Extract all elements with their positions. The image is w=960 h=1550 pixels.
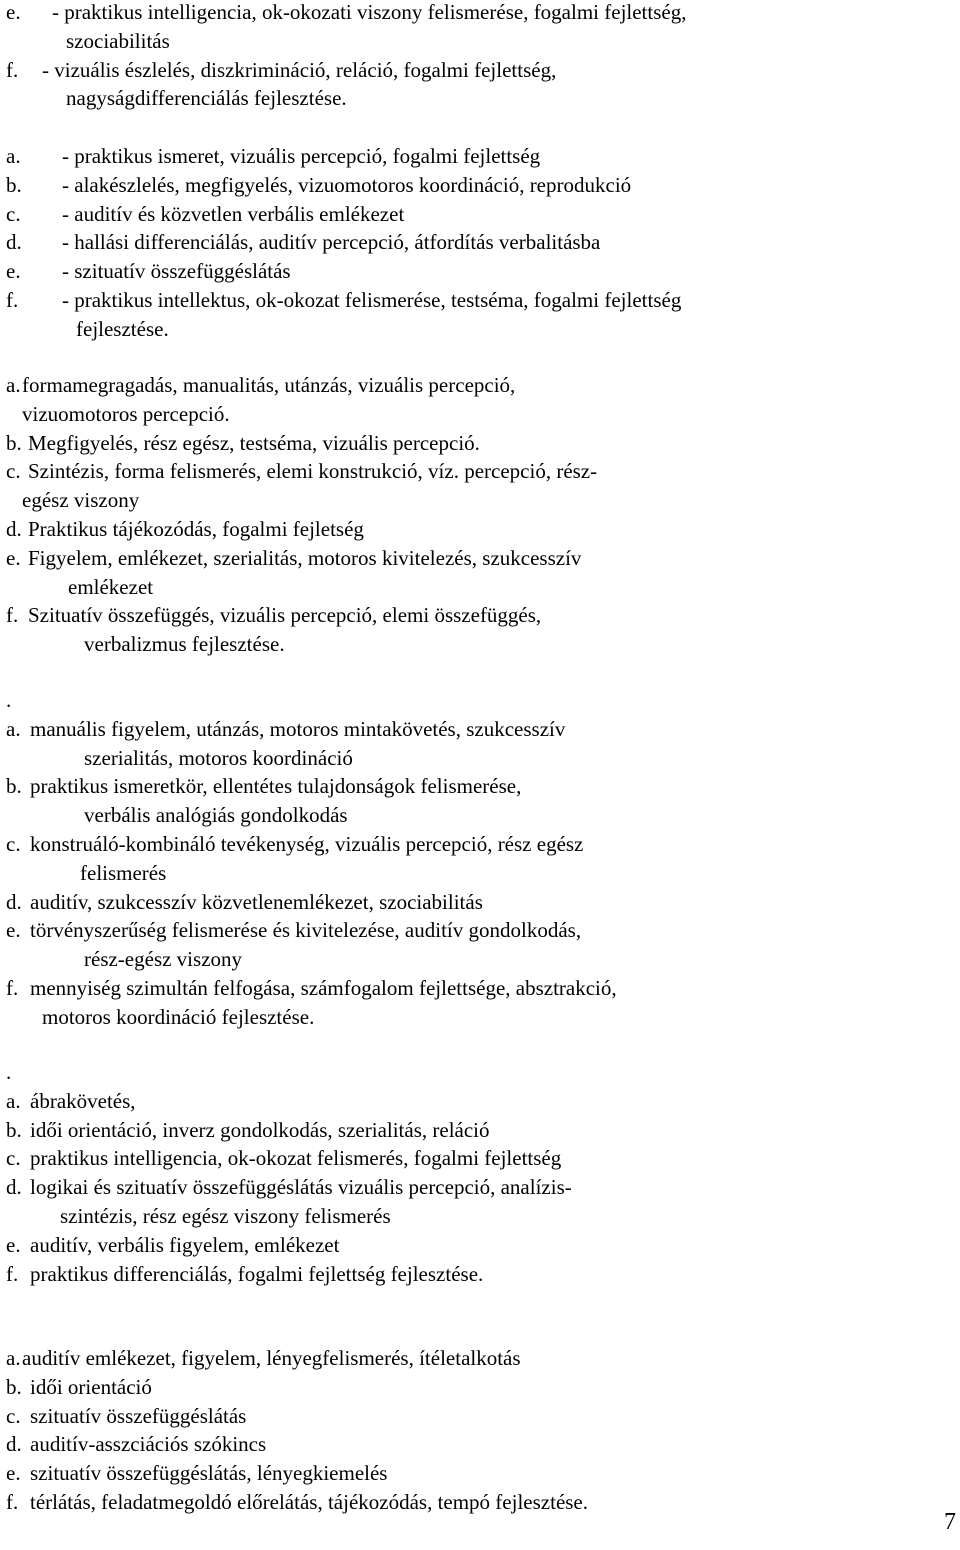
list-item-continuation — [6, 315, 960, 344]
item-label: f. — [6, 1261, 19, 1286]
item-text: szituatív összefüggéslátás, lényegkiemelés — [30, 1461, 388, 1486]
list-item-continuation — [6, 1202, 960, 1231]
page-number: 7 — [944, 1509, 956, 1535]
list-item — [6, 515, 960, 544]
item-label: a. — [6, 1088, 21, 1113]
item-text: - praktikus ismeret, vizuális percepció, fogalmi fejlettség — [62, 144, 541, 168]
item-text: formamegragadás, manualitás, utánzás, vizuális percepció, — [22, 373, 516, 397]
item-label: b. — [6, 1117, 22, 1142]
item-label: d. — [6, 1175, 22, 1200]
item-label: e. — [6, 918, 21, 943]
item-label: f. — [6, 1489, 19, 1514]
list-item — [6, 1087, 960, 1116]
item-text-cont: szerialitás, motoros koordináció — [84, 745, 353, 770]
list-item — [6, 1402, 960, 1431]
item-text-cont: verbális analógiás gondolkodás — [84, 803, 348, 828]
item-text: auditív emlékezet, figyelem, lényegfelismerés, ítéletalkotás — [22, 1346, 521, 1370]
item-text: auditív, verbális figyelem, emlékezet — [30, 1232, 340, 1257]
item-label: f. — [6, 975, 19, 1000]
item-text: - hallási differenciálás, auditív percepció, átfordítás verbalitásba — [62, 230, 601, 255]
item-label: d. — [6, 230, 22, 255]
item-text: Figyelem, emlékezet, szerialitás, motoros kivitelezés, szukcesszív — [28, 545, 582, 570]
item-text: konstruáló-kombináló tevékenység, vizuális percepció, rész egész — [30, 831, 584, 856]
item-text: Megfigyelés, rész egész, testséma, vizuális percepció. — [28, 430, 480, 455]
item-text-cont: nagyságdifferenciálás fejlesztése. — [66, 86, 347, 111]
item-text-cont: verbalizmus fejlesztése. — [84, 632, 285, 657]
item-label: a. — [6, 373, 21, 397]
item-label: a. — [6, 144, 21, 168]
item-text: manuális figyelem, utánzás, motoros mintakövetés, szukcesszív — [30, 716, 566, 741]
item-text: - auditív és közvetlen verbális emlékezet — [62, 201, 405, 226]
list-section-5 — [6, 1058, 960, 1288]
list-item-continuation — [6, 945, 960, 974]
item-label: f. — [6, 57, 19, 82]
list-item — [6, 1144, 960, 1173]
list-section-3 — [6, 371, 960, 659]
item-label: c. — [6, 1146, 21, 1171]
list-item — [6, 1344, 960, 1373]
list-item — [6, 1488, 960, 1517]
item-text-cont: szociabilitás — [66, 28, 170, 53]
item-text: Praktikus tájékozódás, fogalmi fejletség — [28, 516, 364, 541]
list-item — [6, 601, 960, 630]
list-item — [6, 830, 960, 859]
separator-dot: . — [6, 1060, 12, 1084]
item-label: d. — [6, 1432, 22, 1457]
list-item-continuation — [6, 400, 960, 429]
item-text: - szituatív összefüggéslátás — [62, 259, 291, 284]
list-item — [6, 1231, 960, 1260]
list-item — [6, 371, 960, 400]
list-item-continuation — [6, 84, 960, 113]
item-label: b. — [6, 1374, 22, 1399]
item-text: szituatív összefüggéslátás — [30, 1403, 247, 1428]
list-item — [6, 257, 960, 286]
list-item-continuation — [6, 630, 960, 659]
item-text: mennyiség szimultán felfogása, számfogalom fejlettsége, absztrakció, — [30, 975, 617, 1000]
item-label: c. — [6, 831, 21, 856]
item-label: f. — [6, 287, 19, 312]
list-item — [6, 429, 960, 458]
item-label: a. — [6, 1346, 21, 1370]
item-text-cont: szintézis, rész egész viszony felismerés — [60, 1203, 391, 1228]
item-text: auditív, szukcesszív közvetlenemlékezet, szociabilitás — [30, 889, 483, 914]
item-text-cont: vizuomotoros percepció. — [22, 401, 230, 426]
list-section-1 — [6, 0, 960, 113]
list-item — [6, 544, 960, 573]
separator-dot: . — [6, 688, 12, 712]
list-item — [6, 1459, 960, 1488]
item-text: Szintézis, forma felismerés, elemi konstrukció, víz. percepció, rész- — [28, 459, 598, 484]
item-text: - praktikus intellektus, ok-okozat felismerése, testséma, fogalmi fejlettség — [62, 287, 682, 312]
item-label: b. — [6, 172, 22, 197]
item-label: f. — [6, 603, 19, 628]
item-label: c. — [6, 1403, 21, 1428]
item-label: c. — [6, 459, 21, 484]
item-text: praktikus intelligencia, ok-okozat felismerés, fogalmi fejlettség — [30, 1146, 562, 1171]
item-text: - alakészlelés, megfigyelés, vizuomotoros koordináció, reprodukció — [62, 172, 632, 197]
item-text: praktikus differenciálás, fogalmi fejlettség fejlesztése. — [30, 1261, 484, 1286]
list-item — [6, 171, 960, 200]
list-item-continuation — [6, 1003, 960, 1032]
list-item-continuation — [6, 801, 960, 830]
list-item-continuation — [6, 744, 960, 773]
list-section-4 — [6, 686, 960, 1032]
section-separator-dot — [6, 1058, 960, 1087]
item-label: e. — [6, 0, 21, 24]
list-item — [6, 1430, 960, 1459]
list-item — [6, 228, 960, 257]
list-item — [6, 1173, 960, 1202]
item-text-cont: egész viszony — [22, 488, 140, 513]
item-label: b. — [6, 774, 22, 799]
item-text: idői orientáció, inverz gondolkodás, szerialitás, reláció — [30, 1117, 490, 1142]
item-text-cont: motoros koordináció fejlesztése. — [42, 1004, 315, 1029]
item-text-cont: rész-egész viszony — [84, 947, 243, 972]
item-label: e. — [6, 1461, 21, 1486]
item-text: törvényszerűség felismerése és kivitelezése, auditív gondolkodás, — [30, 918, 582, 943]
list-item — [6, 457, 960, 486]
item-text-cont: fejlesztése. — [76, 316, 169, 341]
section-separator-dot — [6, 686, 960, 715]
item-label: a. — [6, 716, 21, 741]
list-item-continuation — [6, 486, 960, 515]
item-text-cont: felismerés — [80, 860, 167, 885]
list-item — [6, 715, 960, 744]
list-item — [6, 1260, 960, 1289]
item-text: - praktikus intelligencia, ok-okozati viszony felismerése, fogalmi fejlettség, — [52, 0, 687, 24]
item-text: térlátás, feladatmegoldó előrelátás, tájékozódás, tempó fejlesztése. — [30, 1489, 589, 1514]
item-label: e. — [6, 259, 21, 284]
item-text-cont: emlékezet — [68, 574, 154, 599]
item-text: - vizuális észlelés, diszkrimináció, reláció, fogalmi fejlettség, — [42, 57, 557, 82]
list-item — [6, 200, 960, 229]
item-text: auditív-asszciációs szókincs — [30, 1432, 267, 1457]
list-item-continuation — [6, 573, 960, 602]
list-item — [6, 56, 960, 85]
list-item — [6, 286, 960, 315]
item-text: Szituatív összefüggés, vizuális percepció, elemi összefüggés, — [28, 603, 542, 628]
list-item — [6, 772, 960, 801]
item-text: praktikus ismeretkör, ellentétes tulajdonságok felismerése, — [30, 774, 522, 799]
list-item — [6, 974, 960, 1003]
item-label: b. — [6, 430, 22, 455]
list-item-continuation — [6, 27, 960, 56]
list-item — [6, 142, 960, 171]
item-text: idői orientáció — [30, 1374, 152, 1399]
item-label: d. — [6, 889, 22, 914]
item-label: c. — [6, 201, 21, 226]
item-text: logikai és szituatív összefüggéslátás vizuális percepció, analízis- — [30, 1175, 572, 1200]
list-item — [6, 1373, 960, 1402]
item-text: ábrakövetés, — [30, 1088, 136, 1113]
list-section-6 — [6, 1344, 960, 1517]
list-item-continuation — [6, 859, 960, 888]
item-label: d. — [6, 516, 22, 541]
list-item — [6, 0, 960, 27]
item-label: e. — [6, 545, 21, 570]
list-section-2 — [6, 142, 960, 344]
list-item — [6, 916, 960, 945]
list-item — [6, 1116, 960, 1145]
list-item — [6, 888, 960, 917]
item-label: e. — [6, 1232, 21, 1257]
